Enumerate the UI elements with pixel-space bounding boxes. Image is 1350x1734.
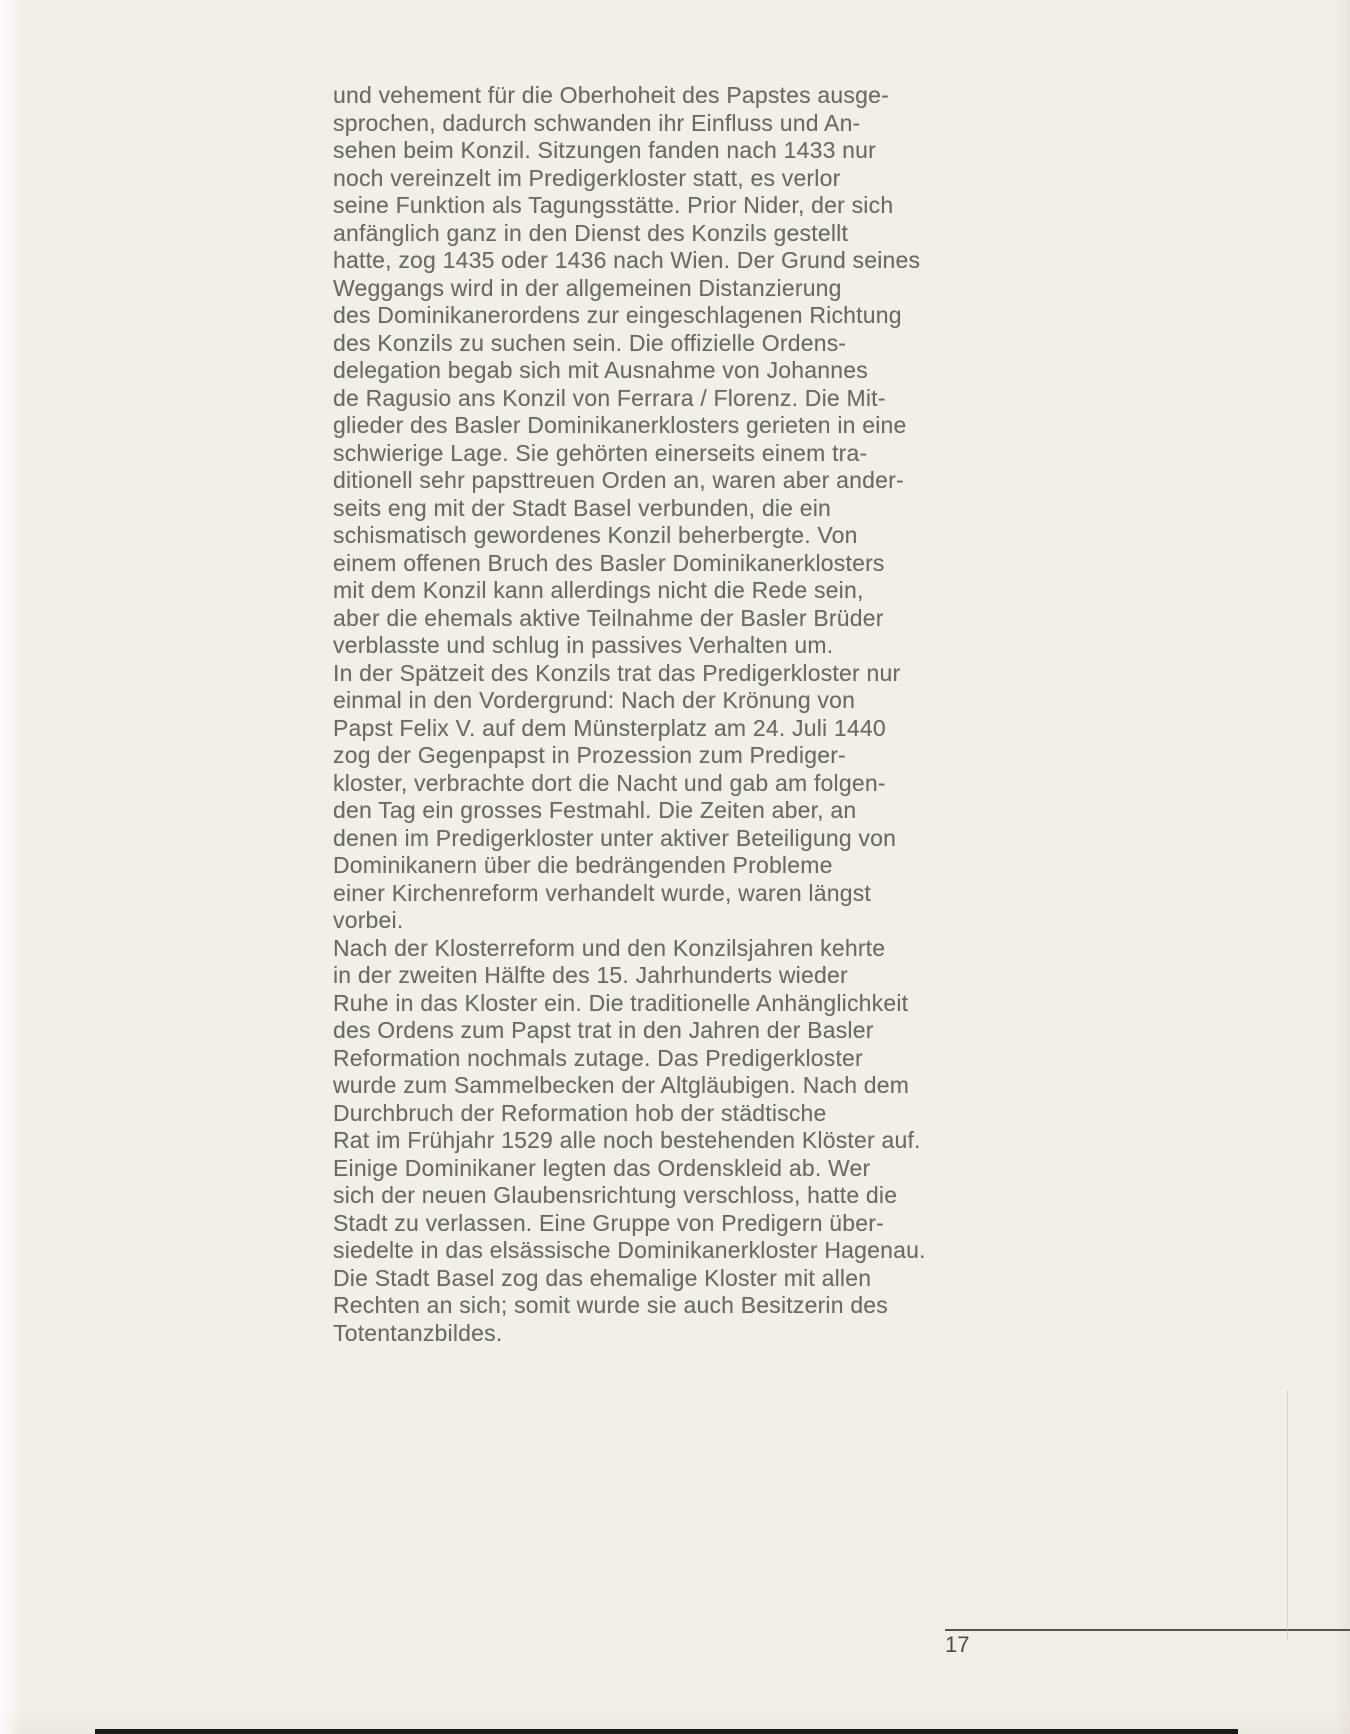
text-line: Ruhe in das Kloster ein. Die traditionelle Anhänglichkeit (333, 989, 909, 1016)
text-line: in der zweiten Hälfte des 15. Jahrhunderts wieder (333, 962, 848, 988)
text-line: vorbei. (333, 907, 404, 933)
text-line: Reformation nochmals zutage. Das Predigerkloster (333, 1044, 863, 1071)
text-line: hatte, zog 1435 oder 1436 nach Wien. Der Grund seines (333, 247, 921, 273)
text-line: Stadt zu verlassen. Eine Gruppe von Predigern über- (333, 1209, 885, 1236)
text-line: sich der neuen Glaubensrichtung verschloss, hatte die (333, 1182, 898, 1208)
text-line: schwierige Lage. Sie gehörten einerseits einem tra- (333, 439, 868, 466)
text-line: den Tag ein grosses Festmahl. Die Zeiten aber, an (333, 797, 857, 823)
text-line: Dominikanern über die bedrängenden Probleme (333, 852, 833, 878)
text-line: noch vereinzelt im Predigerkloster statt, es verlor (333, 164, 841, 191)
text-line: siedelte in das elsässische Dominikanerkloster Hagenau. (333, 1237, 926, 1263)
text-line: Nach der Klosterreform und den Konzilsjahren kehrte (333, 934, 886, 961)
text-line: des Dominikanerordens zur eingeschlagenen Richtung (333, 302, 902, 328)
text-line: verblasste und schlug in passives Verhalten um. (333, 632, 834, 658)
text-line: einem offenen Bruch des Basler Dominikanerklosters (333, 549, 885, 576)
text-line: Einige Dominikaner legten das Ordenskleid ab. Wer (333, 1154, 871, 1181)
text-line: Rechten an sich; somit wurde sie auch Besitzerin des (333, 1292, 888, 1318)
text-line: de Ragusio ans Konzil von Ferrara / Florenz. Die Mit- (333, 384, 886, 411)
text-line: sehen beim Konzil. Sitzungen fanden nach 1433 nur (333, 137, 877, 163)
page-number: 17 (945, 1632, 970, 1657)
paper-crease (1287, 1390, 1288, 1640)
footer-rule (945, 1629, 1350, 1631)
text-line: anfänglich ganz in den Dienst des Konzils gestellt (333, 219, 849, 246)
text-line: seits eng mit der Stadt Basel verbunden, die ein (333, 494, 832, 521)
text-line: des Ordens zum Papst trat in den Jahren der Basler (333, 1017, 874, 1043)
scan-edge-artifact (95, 1729, 1238, 1734)
text-line: wurde zum Sammelbecken der Altgläubigen. Nach dem (333, 1072, 910, 1098)
text-line: seine Funktion als Tagungsstätte. Prior Nider, der sich (333, 192, 894, 218)
text-line: des Konzils zu suchen sein. Die offizielle Ordens- (333, 329, 847, 356)
text-line: Die Stadt Basel zog das ehemalige Kloster mit allen (333, 1264, 872, 1291)
text-line: zog der Gegenpapst in Prozession zum Prediger- (333, 742, 846, 768)
text-line: sprochen, dadurch schwanden ihr Einfluss und An- (333, 109, 861, 136)
text-line: Papst Felix V. auf dem Münsterplatz am 24. Juli 1440 (333, 714, 886, 741)
text-line: glieder des Basler Dominikanerklosters gerieten in eine (333, 412, 907, 438)
text-line: schismatisch gewordenes Konzil beherbergte. Von (333, 522, 858, 548)
text-line: einer Kirchenreform verhandelt wurde, waren längst (333, 879, 871, 906)
text-line: Durchbruch der Reformation hob der städtische (333, 1099, 827, 1126)
text-line: und vehement für die Oberhoheit des Papstes ausge- (333, 82, 889, 108)
text-line: einmal in den Vordergrund: Nach der Krönung von (333, 687, 856, 713)
text-line: Totentanzbildes. (333, 1319, 503, 1346)
body-text-column (333, 82, 933, 1347)
text-line: ditionell sehr papsttreuen Orden an, waren aber ander- (333, 467, 904, 493)
text-line: In der Spätzeit des Konzils trat das Predigerkloster nur (333, 659, 901, 686)
text-line: denen im Predigerkloster unter aktiver Beteiligung von (333, 824, 897, 851)
text-line: Weggangs wird in der allgemeinen Distanzierung (333, 274, 842, 301)
text-line: kloster, verbrachte dort die Nacht und gab am folgen- (333, 769, 886, 796)
text-line: Rat im Frühjahr 1529 alle noch bestehenden Klöster auf. (333, 1127, 921, 1153)
text-line: aber die ehemals aktive Teilnahme der Basler Brüder (333, 604, 884, 631)
text-line: mit dem Konzil kann allerdings nicht die Rede sein, (333, 577, 864, 603)
text-line: delegation begab sich mit Ausnahme von Johannes (333, 357, 868, 383)
